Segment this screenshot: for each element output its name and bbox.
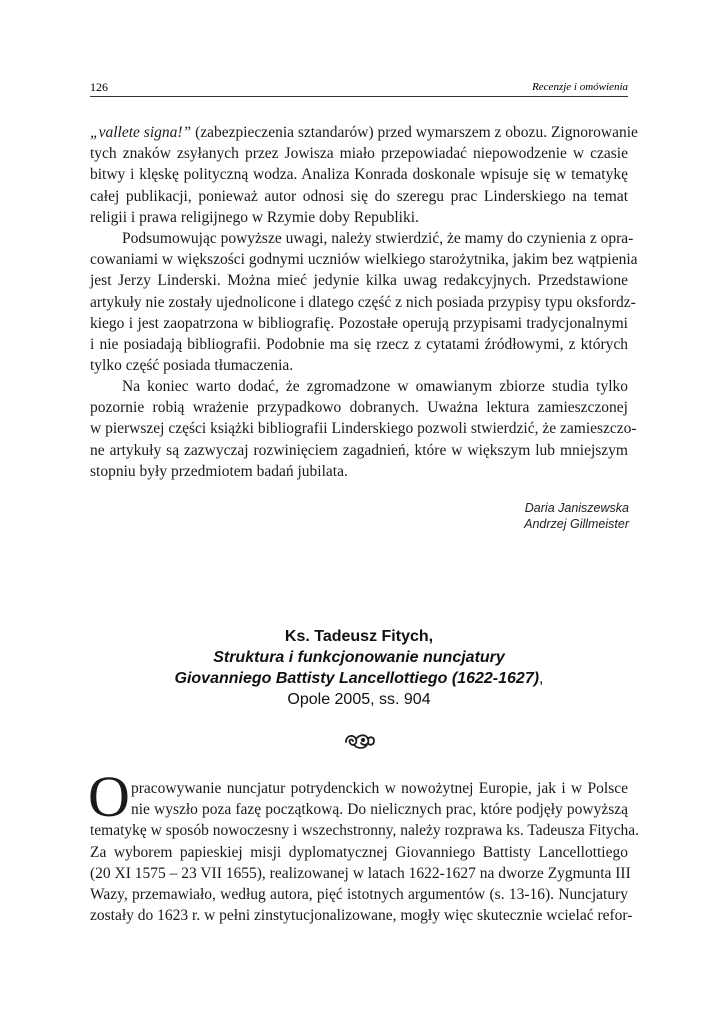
text-line: religii i prawa religijnego w Rzymie doby Republiki. [90, 208, 419, 226]
text-line: Wazy, przemawiało, według autora, pięć istotnych argumentów (s. 13-16). Nuncjatury [90, 885, 628, 903]
publication-info: Opole 2005, ss. 904 [287, 691, 431, 708]
reviewed-book-title [90, 626, 628, 710]
text-line: (20 XI 1575 – 23 VII 1655), realizowanej w latach 1622-1627 na dworze Zygmunta III [90, 864, 631, 882]
quoted-latin-phrase: „vallete signa!” [90, 124, 192, 141]
text-line: pracowywanie nuncjatur potrydenckich w nowożytnej Europie, jak i w Polsce [131, 780, 628, 797]
running-title: Recenzje i omówienia [532, 81, 628, 93]
text-line: tych znaków zsyłanych przez Jowisza miało przepowiadać niepowodzenie w czasie [90, 145, 628, 163]
text-line: Podsumowując powyższe uwagi, należy stwierdzić, że mamy do czynienia z opra- [122, 230, 634, 247]
text-line: ne artykuły są zazwyczaj rozwinięciem zagadnień, które w większym lub mniejszym [90, 441, 628, 459]
text-line: „vallete signa!” (zabezpieczenia sztandarów) przed wymarszem z obozu. Zignorowanie [90, 124, 638, 141]
title-punctuation: , [539, 670, 544, 687]
paragraph-3 [90, 376, 637, 482]
text-line: nie wyszło poza fazę początkową. Do nielicznych prac, które podjęły powyższą [131, 801, 628, 819]
text-line: całej publikacji, ponieważ autor odnosi się do szeregu prac Linderskiego na temat [90, 187, 628, 205]
page-number: 126 [90, 80, 108, 94]
text-line: kiego i jest zaopatrzona w bibliografię. Pozostałe operują przypisami tradycjonalnymi [90, 314, 628, 332]
text-line: Za wyborem papieskiej misji dyplomatycznej Giovanniego Battisty Lancellottiego [90, 843, 628, 861]
signature-author: Andrzej Gillmeister [524, 517, 629, 531]
page-header [90, 80, 628, 97]
text-line: stopniu były przedmiotem badań jubilata. [90, 462, 348, 480]
paragraph-1 [90, 122, 638, 228]
text-line: pozornie robią wrażenie przypadkowo dobranych. Uważna lektura zamieszczonej [90, 399, 628, 417]
book-author: Ks. Tadeusz Fitych, [284, 628, 434, 645]
text-line: jest Jerzy Linderski. Można mieć jedynie kilka uwag redakcyjnych. Przedstawione [90, 272, 628, 290]
text-line: tylko część posiada tłumaczenia. [90, 357, 294, 375]
text-line: Na koniec warto dodać, że zgromadzone w omawianym zbiorze studia tylko [122, 378, 628, 395]
text-line: zostały do 1623 r. w pełni zinstytucjonalizowane, mogły więc skutecznie wcielać refor- [90, 907, 633, 925]
text-line: w pierwszej części książki bibliografii Linderskiego pozwoli stwierdzić, że zamieszczo- [90, 420, 637, 438]
drop-cap: O [88, 764, 130, 829]
book-title-line: Giovanniego Battisty Lancellottiego (1622-1627) [174, 670, 540, 687]
text-line: bitwy i klęskę polityczną wodza. Analiza Konrada doskonale wpisuje się w tematykę [90, 166, 628, 184]
paragraph-2 [90, 228, 638, 376]
text-line: tematykę w sposób nowoczesny i wszechstronny, należy rozprawa ks. Tadeusza Fitycha. [90, 822, 640, 840]
review-body [90, 778, 640, 926]
text-line: artykuły nie zostały ujednolicone i dlatego część z nich posiada przypisy typu oksfordz- [90, 293, 636, 311]
signature-author: Daria Janiszewska [524, 501, 629, 515]
fleuron-icon [342, 730, 378, 752]
review-signature [524, 500, 629, 532]
text-line: cowaniami w większości godnymi uczniów wielkiego starożytnika, jakim bez wątpienia [90, 251, 638, 269]
book-title-line: Struktura i funkcjonowanie nuncjatury [213, 649, 505, 666]
text-line: i nie posiadają bibliografii. Podobnie ma się rzecz z cytatami źródłowymi, z których [90, 335, 628, 353]
